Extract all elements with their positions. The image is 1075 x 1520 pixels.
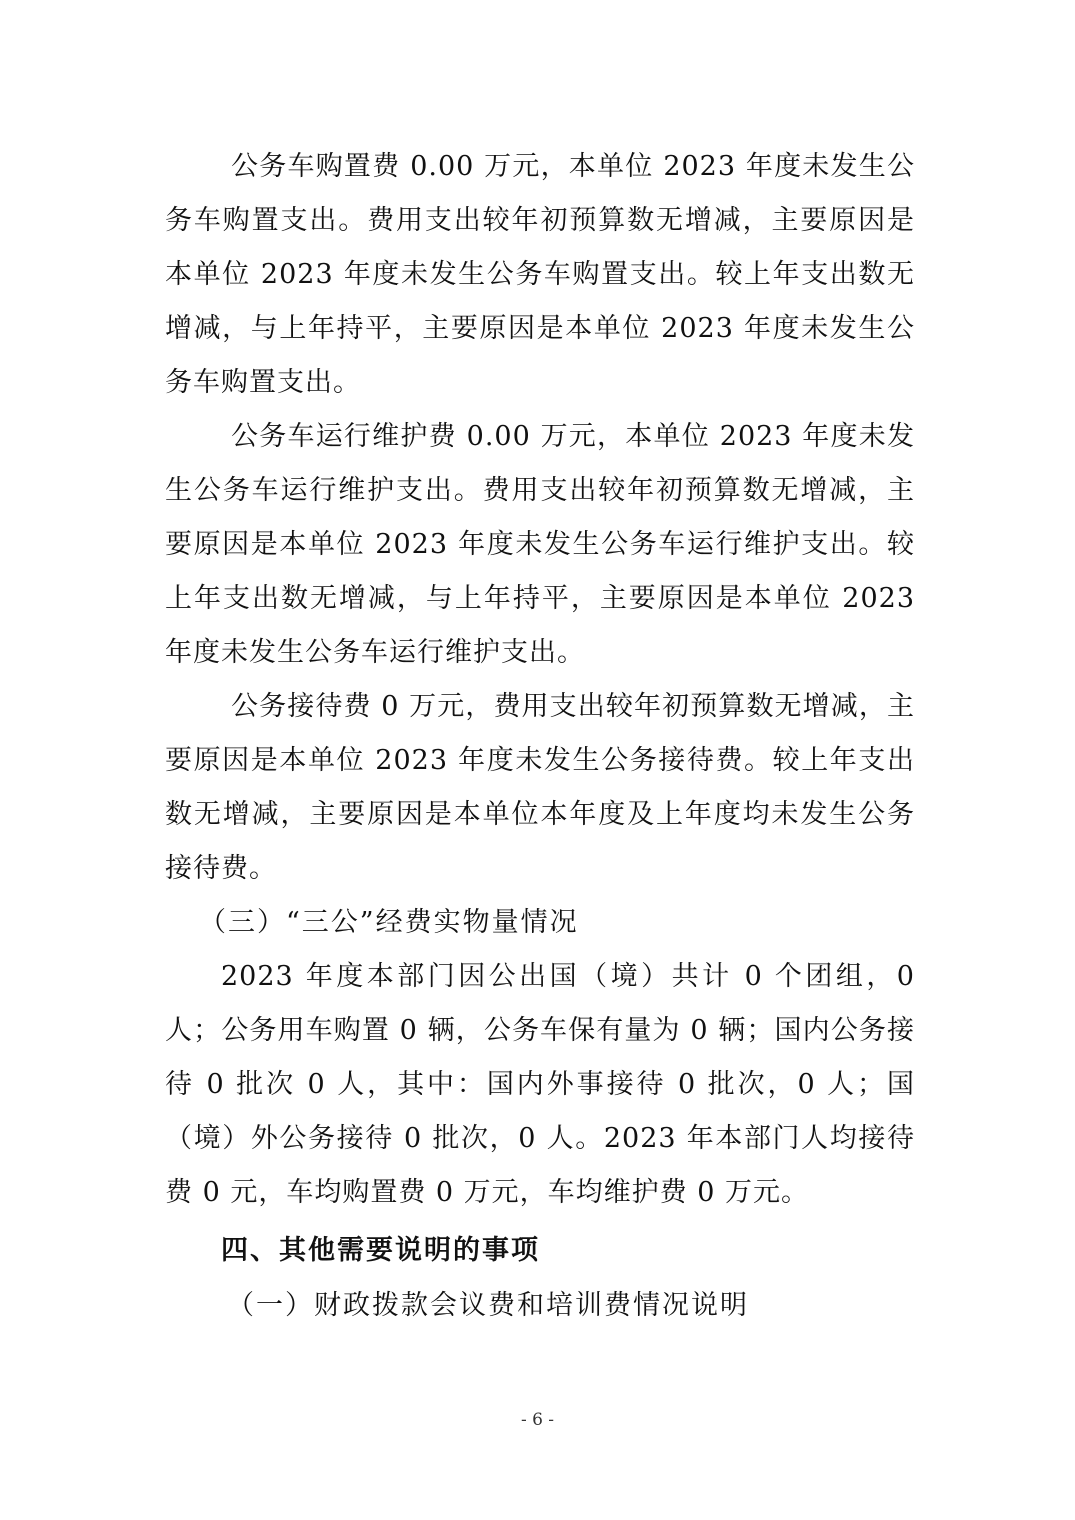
paragraph-reception-fee: 公务接待费 0 万元，费用支出较年初预算数无增减，主要原因是本单位 2023 年度未发生公务接待费。较上年支出数无增减，主要原因是本单位本年度及上年度均未发生公务接待费。	[165, 691, 915, 884]
paragraph-vehicle-purchase: 公务车购置费 0.00 万元，本单位 2023 年度未发生公务车购置支出。费用支出较年初预算数无增减，主要原因是本单位 2023 年度未发生公务车购置支出。较上年支出数无增减，与上年持平，主要原因是本单位 2023 年度未发生公务车购置支出。	[165, 151, 915, 398]
subheading-three-public-quantities: （三）“三公”经费实物量情况	[199, 907, 579, 938]
paragraph-vehicle-maintenance: 公务车运行维护费 0.00 万元，本单位 2023 年度未发生公务车运行维护支出。费用支出较年初预算数无增减，主要原因是本单位 2023 年度未发生公务车运行维护支出。较上年支出数无增减，与上年持平，主要原因是本单位 2023 年度未发生公务车运行维护支出。	[165, 421, 915, 668]
paragraph-quantities: 2023 年度本部门因公出国（境）共计 0 个团组，0 人；公务用车购置 0 辆，公务车保有量为 0 辆；国内公务接待 0 批次 0 人，其中：国内外事接待 0 批次，0 人；国（境）外公务接待 0 批次，0 人。2023 年本部门人均接待费 0 元，车均购置费 0 万元，车均维护费 0 万元。	[165, 961, 915, 1208]
section-heading-other-matters: 四、其他需要说明的事项	[221, 1235, 540, 1266]
subheading-meeting-training-fees: （一）财政拨款会议费和培训费情况说明	[227, 1290, 749, 1321]
document-body	[165, 140, 915, 1334]
page-number: - 6 -	[520, 1410, 555, 1430]
